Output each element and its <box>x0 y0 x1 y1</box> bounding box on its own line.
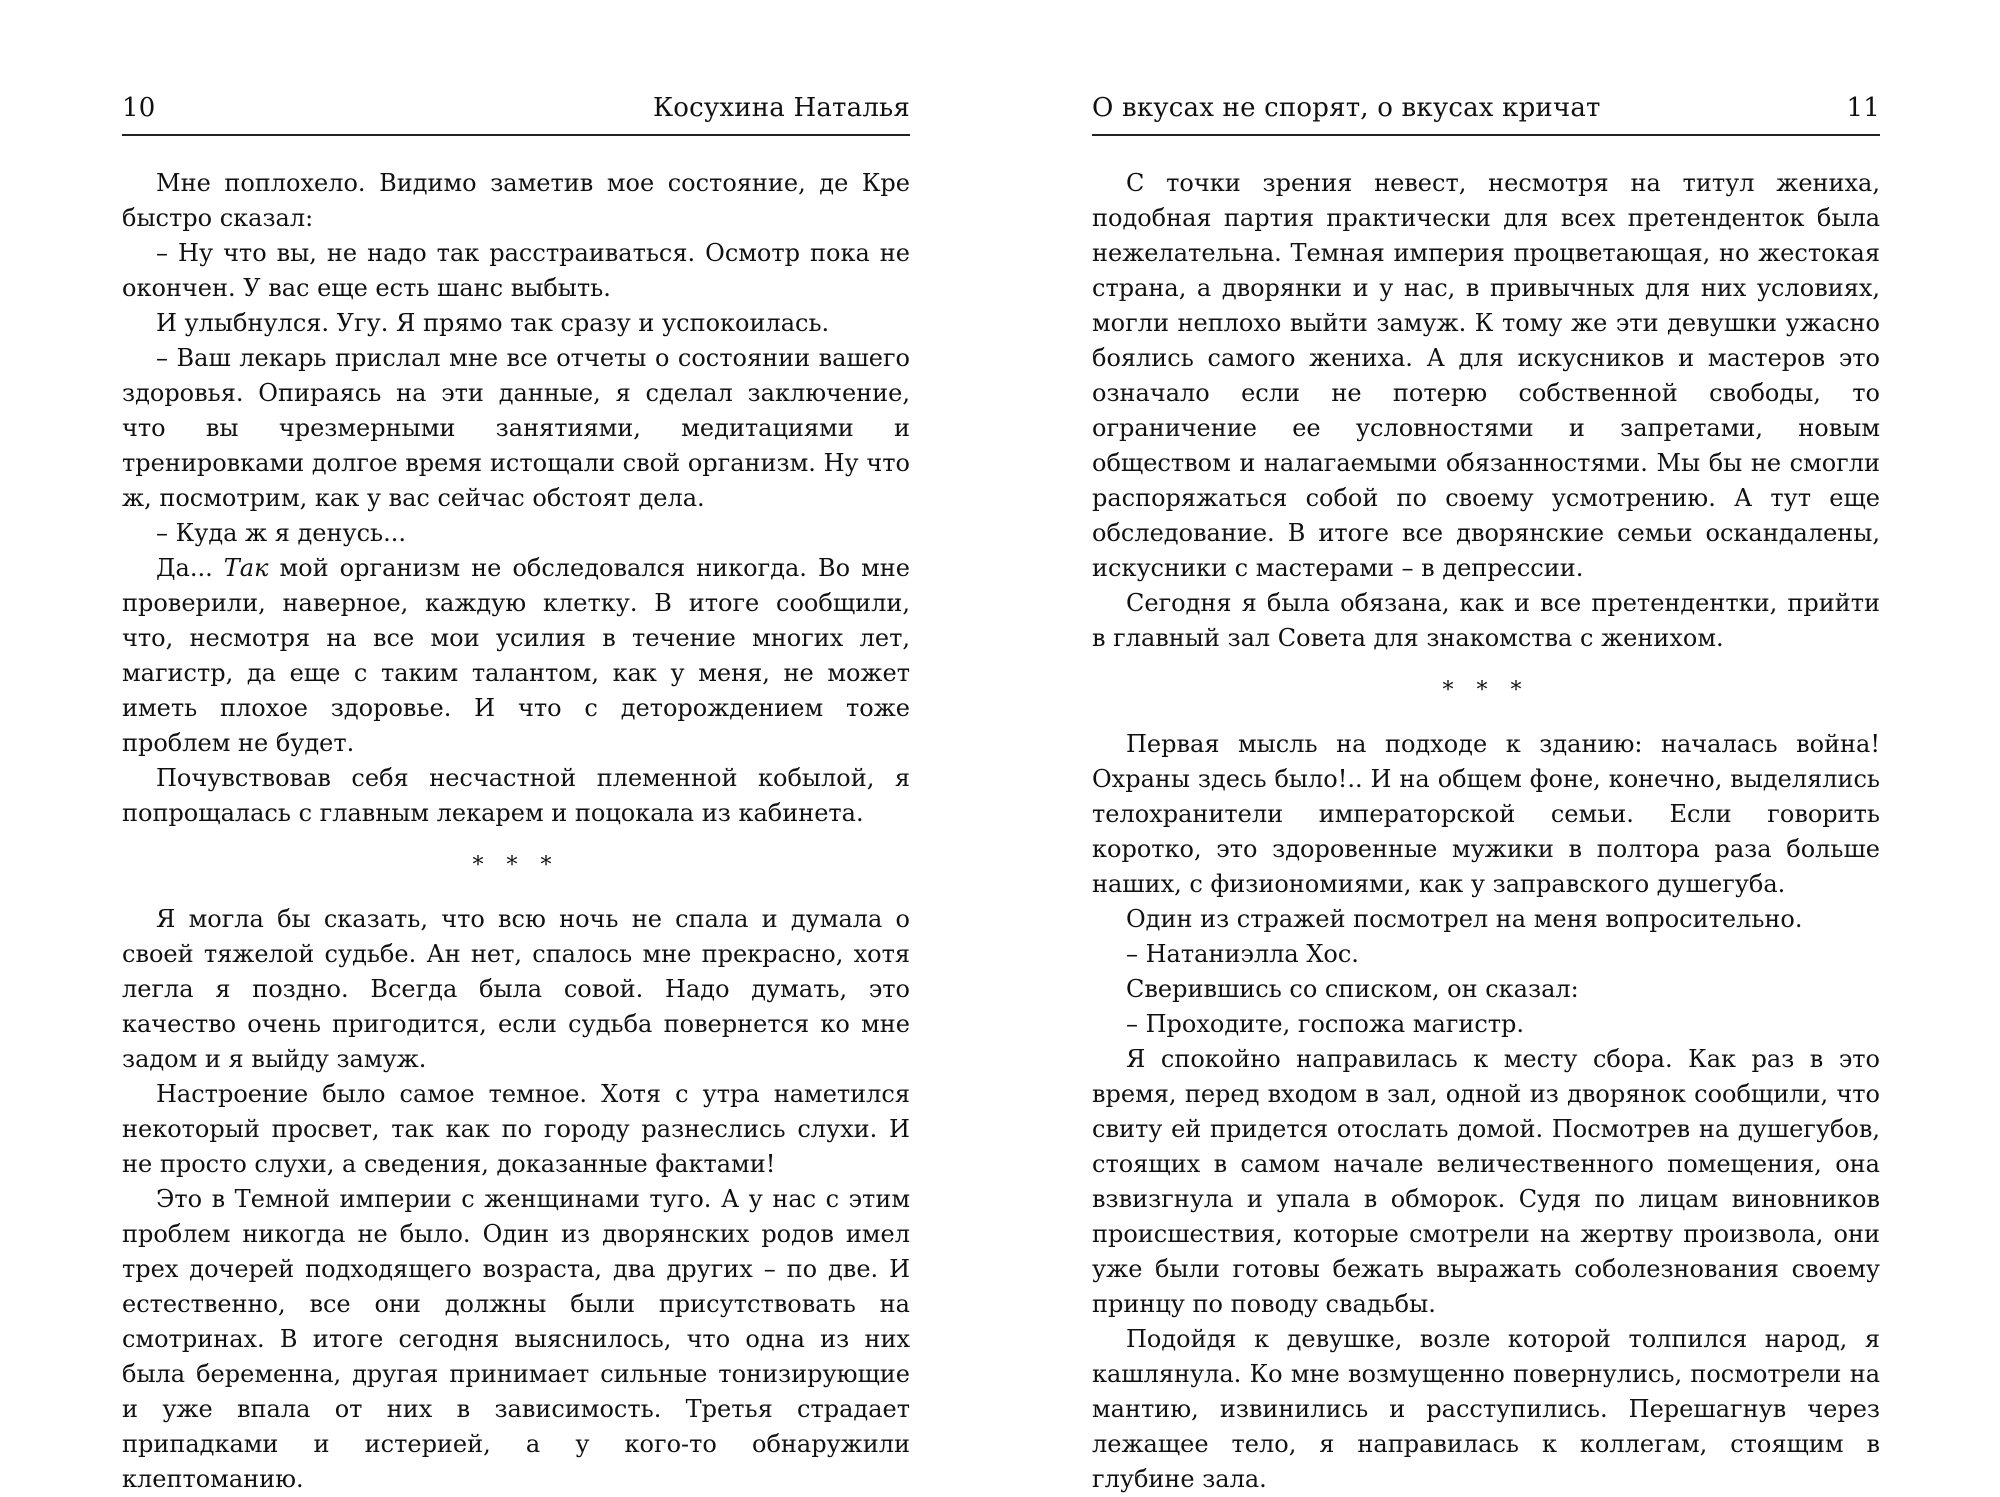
paragraph: Это в Темной империи с женщинами туго. А у нас с этим проблем никогда не было. Один из дворянских родов имел трех дочерей подходящего возраста, два других – по две. И естественно, все они должны были присутствовать на смотринах. В итоге сегодня выяснилось, что одна из них была беременна, другая принимает сильные тонизирующие и уже впала от них в зависимость. Третья страдает припадками и истерией, а у кого-то обнаружили клептоманию. <box>122 1185 910 1493</box>
left-body-text <box>122 166 910 1497</box>
left-running-title: Косухина Наталья <box>652 93 910 123</box>
paragraph: – Куда ж я денусь... <box>156 519 407 547</box>
paragraph: – Проходите, госпожа магистр. <box>1126 1010 1525 1038</box>
paragraph-rest: мой организм не обследовался никогда. Во мне проверили, наверное, каждую клетку. В итоге сообщили, что, несмотря на все мои усилия в течение многих лет, магистр, да еще с таким талантом, как у меня, не может иметь плохое здоровье. И что с деторождением тоже проблем не будет. <box>122 554 910 757</box>
right-running-title: О вкусах не спорят, о вкусах кричат <box>1092 93 1601 123</box>
right-running-head <box>1092 88 1880 136</box>
paragraph: – Ну что вы, не надо так расстраиваться. Осмотр пока не окончен. У вас еще есть шанс выбыть. <box>122 239 910 302</box>
right-page <box>1092 88 1880 1497</box>
paragraph: Я спокойно направилась к месту сбора. Как раз в это время, перед входом в зал, одной из дворянок сообщили, что свиту ей придется отослать домой. Посмотрев на душегубов, стоящих в самом начале величественного помещения, она взвизгнула и упала в обморок. Судя по лицам виновников происшествия, которые смотрели на жертву произвола, они уже были готовы бежать выражать соболезнования своему принцу по поводу свадьбы. <box>1092 1045 1880 1318</box>
paragraph: И улыбнулся. Угу. Я прямо так сразу и успокоилась. <box>156 309 830 337</box>
paragraph: Один из стражей посмотрел на меня вопросительно. <box>1126 905 1803 933</box>
paragraph: Сегодня я была обязана, как и все претендентки, прийти в главный зал Совета для знакомства с женихом. <box>1092 589 1880 652</box>
paragraph: Мне поплохело. Видимо заметив мое состояние, де Кре быстро сказал: <box>122 169 910 232</box>
left-running-head <box>122 88 910 136</box>
paragraph: Сверившись со списком, он сказал: <box>1126 975 1579 1003</box>
paragraph: Почувствовав себя несчастной племенной кобылой, я попрощалась с главным лекарем и поцокала из кабинета. <box>122 764 910 827</box>
paragraph-lead: Да... <box>156 554 224 582</box>
section-separator: * * * <box>472 853 560 878</box>
paragraph: С точки зрения невест, несмотря на титул жениха, подобная партия практически для всех претенденток была нежелательна. Темная империя процветающая, но жестокая страна, а дворянки и у нас, в привычных для них условиях, могли неплохо выйти замуж. К тому же эти девушки ужасно боялись самого жениха. А для искусников и мастеров это означало если не потерю собственной свободы, то ограничение ее условностями и запретами, новым обществом и налагаемыми обязанностями. Мы бы не смогли распоряжаться собой по своему усмотрению. А тут еще обследование. В итоге все дворянские семьи оскандалены, искусники с мастерами – в депрессии. <box>1092 169 1880 582</box>
paragraph: – Натаниэлла Хос. <box>1126 940 1359 968</box>
right-page-number: 11 <box>1846 93 1880 123</box>
paragraph: Подойдя к девушке, возле которой толпился народ, я кашлянула. Ко мне возмущенно повернулись, посмотрели на мантию, извинились и расступились. Перешагнув через лежащее тело, я направилась к коллегам, стоящим в глубине зала. <box>1092 1325 1880 1493</box>
right-body-text <box>1092 166 1880 1497</box>
left-page-number: 10 <box>122 93 156 123</box>
paragraph: Я могла бы сказать, что всю ночь не спала и думала о своей тяжелой судьбе. Ан нет, спалось мне прекрасно, хотя легла я поздно. Всегда была совой. Надо думать, это качество очень пригодится, если судьба повернется ко мне задом и я выйду замуж. <box>122 905 910 1073</box>
paragraph: Первая мысль на подходе к зданию: началась война! Охраны здесь было!.. И на общем фоне, конечно, выделялись телохранители императорской семьи. Если говорить коротко, это здоровенные мужики в полтора раза больше наших, с физиономиями, как у заправского душегуба. <box>1092 730 1880 898</box>
paragraph-italic: Так <box>223 554 269 582</box>
left-page <box>122 88 910 1497</box>
paragraph: – Ваш лекарь прислал мне все отчеты о состоянии вашего здоровья. Опираясь на эти данные, я сделал заключение, что вы чрезмерными занятиями, медитациями и тренировками долгое время истощали свой организм. Ну что ж, посмотрим, как у вас сейчас обстоят дела. <box>122 344 910 512</box>
paragraph <box>122 551 910 761</box>
paragraph: Настроение было самое темное. Хотя с утра наметился некоторый просвет, так как по городу разнеслись слухи. И не просто слухи, а сведения, доказанные фактами! <box>122 1080 910 1178</box>
section-separator: * * * <box>1442 678 1530 703</box>
